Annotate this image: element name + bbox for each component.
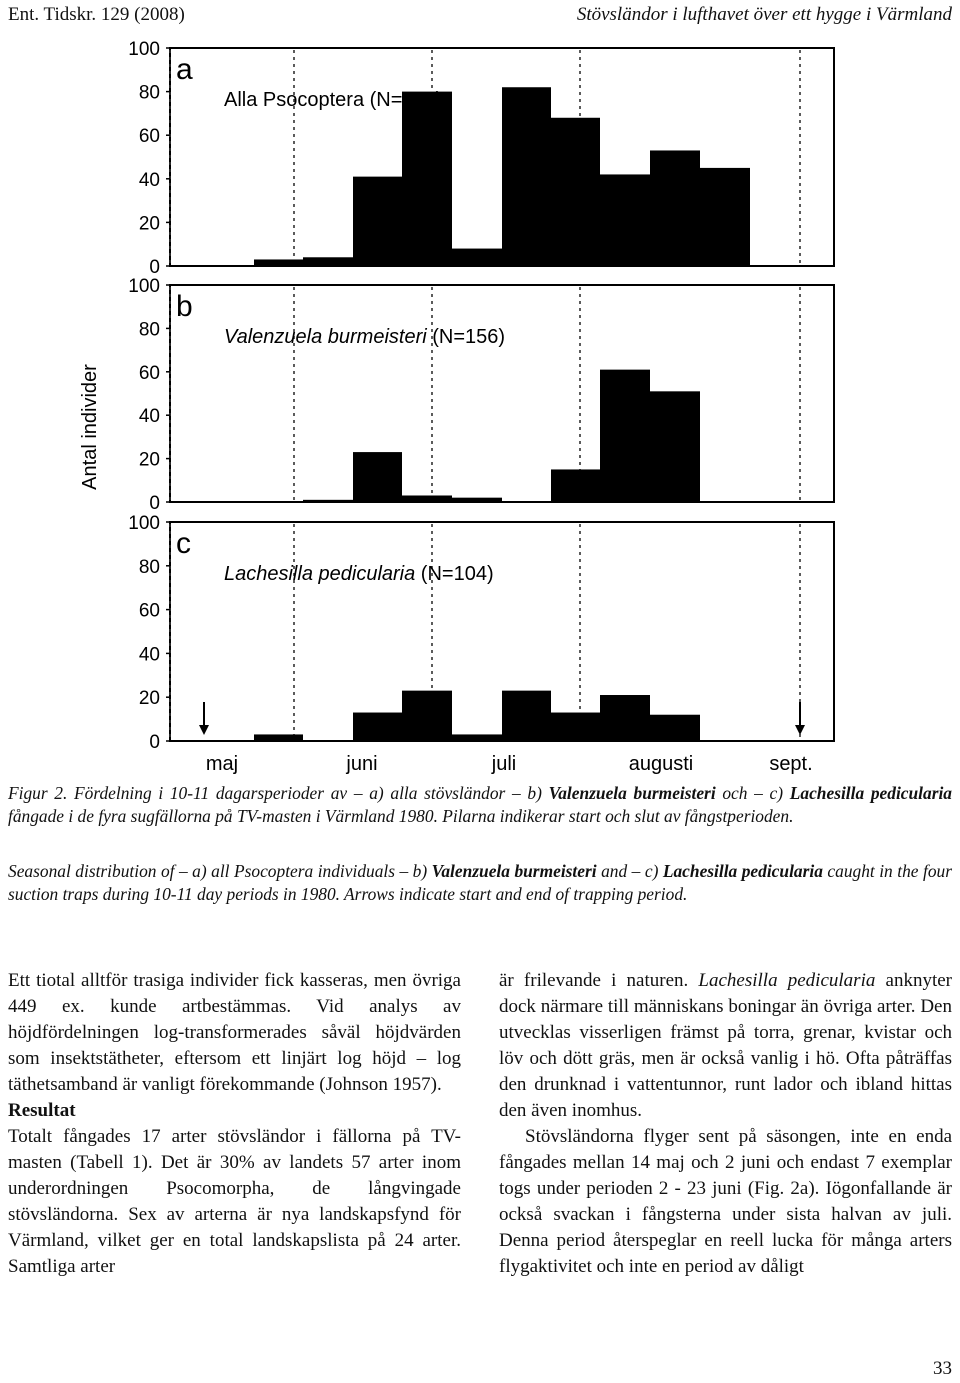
y-tick-label: 0	[149, 257, 160, 278]
bar	[551, 118, 600, 266]
y-tick-label: 60	[138, 126, 160, 148]
arrow-head	[199, 725, 209, 735]
caption-text: och – c)	[715, 783, 790, 803]
month-label-2: juli	[491, 753, 517, 775]
bar	[600, 695, 650, 741]
figure-caption-swedish	[8, 782, 952, 827]
journal-citation: Ent. Tidskr. 129 (2008)	[8, 4, 185, 25]
panel-label: a	[176, 53, 193, 86]
month-label-4: sept.	[769, 753, 813, 775]
body-paragraph: Totalt fångades 17 arter stövsländor i fällorna på TV-masten (Tabell 1). Det är 30% av landets 57 arter inom underordningen Psocomorpha, de långvingade stövsländorna. Sex av arterna är nya landskapsfynd för Värmland, vilket ger en total landskapslista på 24 arter. Samtliga arter	[8, 1126, 461, 1277]
panel-title: Alla Psocoptera (N=449)	[224, 89, 443, 111]
species-name: Lachesilla pedicularia	[698, 970, 876, 991]
bar	[452, 734, 502, 741]
body-text: är frilevande i naturen.	[499, 970, 699, 991]
bar	[254, 259, 303, 266]
y-tick-label: 100	[128, 513, 160, 534]
article-short-title: Stövsländor i lufthavet över ett hygge i Värmland	[576, 4, 952, 25]
bar	[600, 370, 650, 502]
chart-panel-a	[128, 39, 834, 278]
species-name: Valenzuela burmeisteri	[431, 861, 597, 881]
bar	[551, 469, 600, 502]
bar	[650, 150, 700, 266]
bar	[600, 174, 650, 266]
bar	[650, 715, 700, 741]
body-column-right	[499, 968, 952, 1280]
body-paragraph: Ett tiotal alltför trasiga individer fick kasseras, men övriga 449 ex. kunde artbestämmas. Vid analys av höjdfördelningen log-transformerades såväl höjdvärden som insektstätheter, eftersom ett linjärt log höjd – log täthetsamband är vanligt förekommande (Johnson 1957).	[8, 970, 461, 1095]
panel-label: c	[176, 527, 191, 560]
species-name: Lachesilla pedicularia	[662, 861, 823, 881]
y-tick-label: 60	[138, 362, 160, 384]
body-column-left	[8, 968, 461, 1280]
panel-title: Valenzuela burmeisteri (N=156)	[224, 326, 506, 348]
bar	[402, 691, 452, 741]
month-label-0: maj	[205, 753, 239, 775]
bar	[303, 257, 353, 266]
panel-label: b	[176, 290, 193, 323]
plot-frame	[170, 285, 834, 502]
bar	[502, 87, 551, 266]
bar	[353, 177, 402, 266]
caption-text: and – c)	[596, 861, 663, 881]
section-heading-resultat: Resultat	[8, 1100, 76, 1121]
chart-panel-c	[128, 513, 834, 753]
bar	[551, 713, 600, 741]
y-tick-label: 80	[138, 556, 160, 578]
y-tick-label: 0	[149, 732, 160, 753]
chart-panels	[128, 39, 834, 753]
y-tick-label: 80	[138, 319, 160, 341]
y-tick-label: 0	[149, 493, 160, 514]
species-name: Lachesilla pedicularia	[789, 783, 952, 803]
y-axis-title: Antal individer	[79, 364, 101, 490]
species-name: Valenzuela burmeisteri	[548, 783, 716, 803]
body-text: anknyter dock närmare till människans boningar än övriga arter. Den utvecklas visserligen främst på torra, grenar, kvistar och löv och dött gräs, men är också vanlig i hö. Ofta påträffas den drunknad i vattentunnor, runt lador och ibland hittas den även inomhus.	[499, 970, 952, 1121]
bar	[502, 691, 551, 741]
y-tick-label: 40	[138, 406, 160, 428]
bar	[650, 391, 700, 502]
bar	[254, 734, 303, 741]
y-tick-label: 80	[138, 82, 160, 104]
month-label-1: juni	[346, 753, 378, 775]
body-paragraph	[499, 968, 952, 1124]
end-arrow-icon	[795, 702, 805, 735]
y-tick-label: 100	[128, 39, 160, 60]
arrow-head	[795, 725, 805, 735]
bar	[452, 249, 502, 266]
bar	[303, 500, 353, 502]
caption-text: Figur 2. Fördelning i 10-11 dagarsperioder av – a) alla stövsländor – b)	[8, 783, 549, 803]
month-labels	[206, 753, 813, 775]
running-head	[8, 2, 952, 28]
y-tick-label: 60	[138, 600, 160, 622]
figure-2-chart	[0, 30, 960, 778]
bar	[353, 713, 402, 741]
start-arrow-icon	[199, 702, 209, 735]
y-tick-label: 20	[138, 449, 160, 471]
y-tick-label: 40	[138, 169, 160, 191]
bar	[402, 92, 452, 266]
panel-title: Lachesilla pedicularia (N=104)	[224, 563, 494, 585]
caption-text: Seasonal distribution of – a) all Psocoptera individuals – b)	[8, 861, 432, 881]
caption-text: fångade i de fyra sugfällorna på TV-masten i Värmland 1980. Pilarna indikerar start och slut av fångstperioden.	[8, 805, 794, 826]
y-tick-label: 20	[138, 213, 160, 235]
figure-caption-english	[8, 860, 952, 905]
bar	[452, 498, 502, 502]
bar	[402, 495, 452, 502]
caption-text: caught in the four suction traps during 10-11 day periods in 1980. Arrows indicate start and end of trapping period.	[8, 861, 952, 904]
y-tick-label: 20	[138, 688, 160, 710]
body-paragraph: Stövsländorna flyger sent på säsongen, inte en enda fångades mellan 14 maj och 2 juni och endast 7 exemplar togs under perioden 2 - 23 juni (Fig. 2a). Iögonfallande är också svackan i fångsterna under sista halvan av juli. Denna period återspeglar en reell lucka för många arters flygaktivitet och inte en period av dåligt	[499, 1126, 952, 1277]
y-tick-label: 40	[138, 644, 160, 666]
bar	[353, 452, 402, 502]
bar	[700, 168, 750, 266]
y-tick-label: 100	[128, 276, 160, 297]
month-label-3: augusti	[628, 753, 694, 775]
page-number: 33	[933, 1358, 952, 1379]
chart-panel-b	[128, 276, 834, 514]
